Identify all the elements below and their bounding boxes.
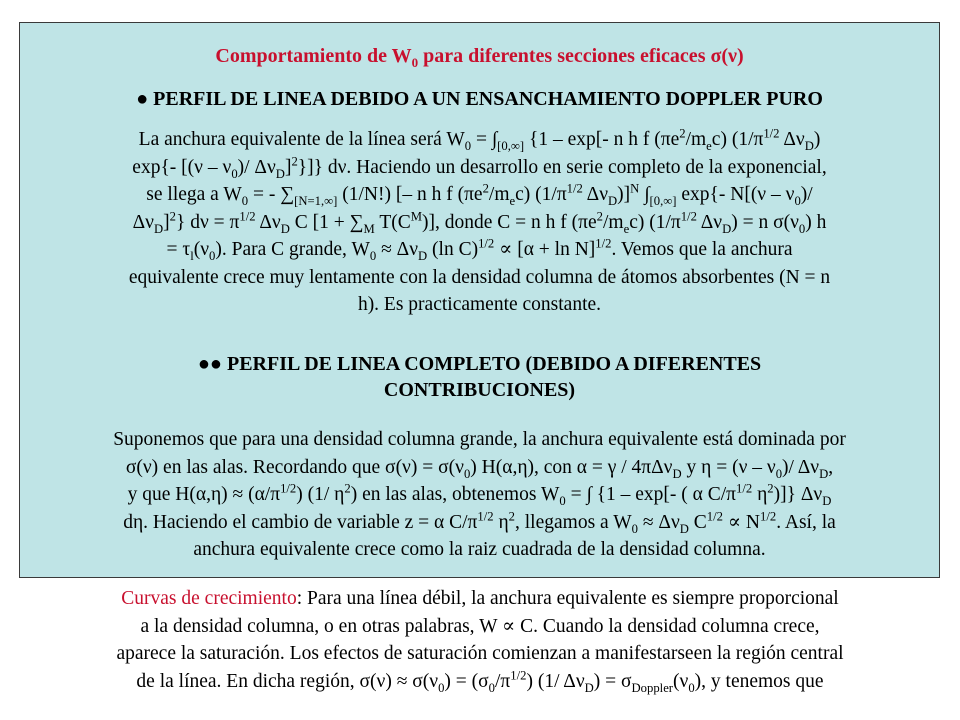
section-heading-doppler: ● PERFIL DE LINEA DEBIDO A UN ENSANCHAMIENTO DOPPLER PURO xyxy=(136,88,823,110)
growth-curves-label: Curvas de crecimiento xyxy=(121,588,297,609)
section-heading-complete: ●● PERFIL DE LINEA COMPLETO (DEBIDO A DIFERENTES CONTRIBUCIONES) xyxy=(197,353,762,401)
growth-curves-paragraph: Curvas de crecimiento: Para una línea débil, la anchura equivalente es siempre proporcional a la densidad columna, o en otras palabras, W ∝ C. Cuando la densidad columna crece, aparece la saturación. Los efectos de saturación comienzan a manifestarseen la región central de la línea. En dicha región, $\sigma(\nu) \approx \sigma(\nu_0) = (\sigma_0/\pi^{1/2})$ (1/ $\Delta\nu_D) = \sigma_{Doppler}(\nu_0)$, y tenemos que xyxy=(116,588,844,695)
paragraph-complete: Suponemos que para una densidad columna grande, la anchura equivalente está dominada por σ(ν) en las alas. Recordando que $\sigma(\nu) = \sigma(\nu_0)$ H(α,η), con α = γ / 4πΔν$_D$ y $\eta = (\nu - \nu_0)/$ $\Delta\nu_D$, y que $H(\alpha,\eta) \approx (\alpha/\pi^{1/2})$ (1/ $\eta^2$) en las alas, obtenemos $W_0$ = ∫ {1 – exp[- ( α $C/\pi^{1/2}$ $\eta^2$)]} $\Delta\nu_D$ dη. Haciendo el cambio de variable z = α $C/\pi^{1/2}$ $\eta^2$, llegamos a $W_0 \approx \Delta\nu_D$ $C^{1/2} \propto N^{1/2}$. Así, la anchura equivalente crece como la raiz cuadrada de la densidad columna. xyxy=(113,429,846,560)
paragraph-doppler: La anchura equivalente de la línea será $W_0 = \int_{[0,\infty]}$ {1 – exp[- n h f $(\pi e^2/m_ec)$ ($1/\pi^{1/2}$ $\Delta\nu_D$) exp{- [$(\nu - \nu_0)/$ $\Delta\nu_D]^2$}]} dν. Haciendo un desarrollo en serie completo de la exponencial, se llega a $W_0$ = - $\sum_{[N=1,\infty]}$ (1/N!) [– n h f $(\pi e^2/m_ec)$ ($1/\pi^{1/2}$ $\Delta\nu_D)]^N$ $\int_{[0,\infty]}$ exp{- $N[(\nu - \nu_0)/$ $\Delta\nu_D]^2$} $d\nu = \pi^{1/2}$ $\Delta\nu_D$ C [$1 + \sum_M$ $T(C^M)$], donde C = n h f $(\pi e^2/m_ec)$ ($1/\pi^{1/2}$ $\Delta\nu_D) = n$ $\sigma(\nu_0)$ h = $\tau_l(\nu_0)$. Para C grande, $W_0 \approx \Delta\nu_D$ (ln $C)^{1/2} \propto [\alpha + \ln N]^{1/2}$. Vemos que la anchura equivalente crece muy lentamente con la densidad columna de átomos absorbentes (N = n h). Es practicamente constante. xyxy=(128,126,831,315)
content-panel xyxy=(19,22,940,578)
slide-title: Comportamiento de $W_0$ para diferentes secciones eficaces σ(ν) xyxy=(215,45,744,70)
